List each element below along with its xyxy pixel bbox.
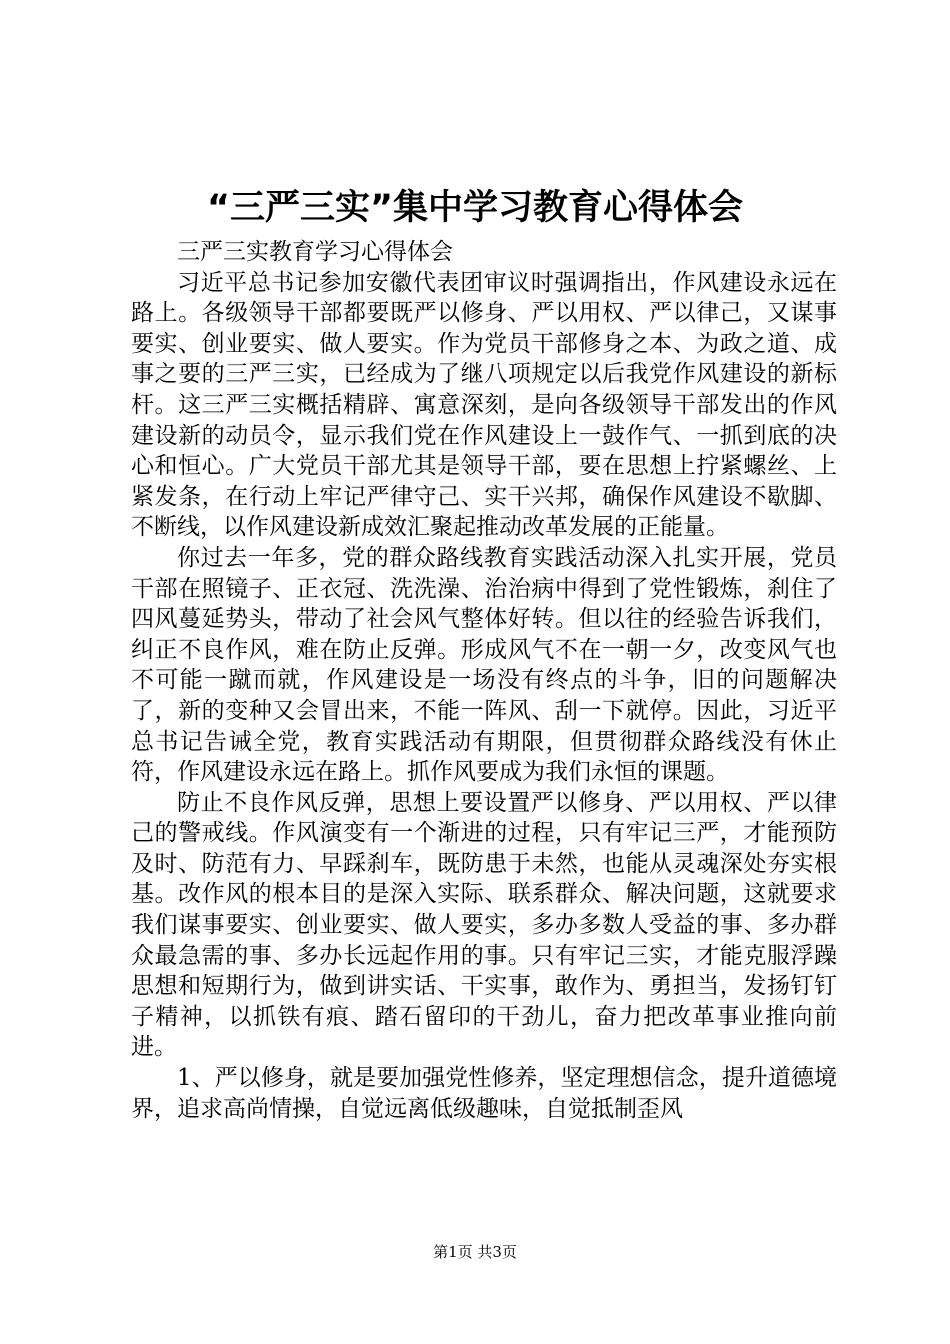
document-body <box>131 237 837 1124</box>
body-paragraph: 1、严以修身，就是要加强党性修养，坚定理想信念，提升道德境界，追求高尚情操，自觉远离低级趣味，自觉抵制歪风 <box>131 1065 837 1122</box>
subtitle-paragraph: 三严三实教育学习心得体会 <box>177 239 453 265</box>
body-paragraph: 习近平总书记参加安徽代表团审议时强调指出，作风建设永远在路上。各级领导干部都要既严以修身、严以用权、严以律己，又谋事要实、创业要实、做人要实。作为党员干部修身之本、为政之道、成事之要的三严三实，已经成为了继八项规定以后我党作风建设的新标杆。这三严三实概括精辟、寓意深刻，是向各级领导干部发出的作风建设新的动员令，显示我们党在作风建设上一鼓作气、一抓到底的决心和恒心。广大党员干部尤其是领导干部，要在思想上拧紧螺丝、上紧发条，在行动上牢记严律守己、实干兴邦，确保作风建设不歇脚、不断线，以作风建设新成效汇聚起推动改革发展的正能量。 <box>131 269 837 541</box>
page-footer: 第1页 共3页 <box>433 1243 517 1261</box>
body-paragraph: 你过去一年多，党的群众路线教育实践活动深入扎实开展，党员干部在照镜子、正衣冠、洗洗澡、治治病中得到了党性锻炼，刹住了四风蔓延势头，带动了社会风气整体好转。但以往的经验告诉我们，纠正不良作风，难在防止反弹。形成风气不在一朝一夕，改变风气也不可能一蹴而就，作风建设是一场没有终点的斗争，旧的问题解决了，新的变种又会冒出来，不能一阵风、刮一下就停。因此，习近平总书记告诫全党，教育实践活动有期限，但贯彻群众路线没有休止符，作风建设永远在路上。抓作风要成为我们永恒的课题。 <box>131 544 837 786</box>
document-title: “三严三实”集中学习教育心得体会 <box>206 188 743 228</box>
body-paragraph: 防止不良作风反弹，思想上要设置严以修身、严以用权、严以律己的警戒线。作风演变有一个渐进的过程，只有牢记三严，才能预防及时、防范有力、早踩刹车，既防患于未然，也能从灵魂深处夯实根基。改作风的根本目的是深入实际、联系群众、解决问题，这就要求我们谋事要实、创业要实、做人要实，多办多数人受益的事、多办群众最急需的事、多办长远起作用的事。只有牢记三实，才能克服浮躁思想和短期行为，做到讲实话、干实事，敢作为、勇担当，发扬钉钉子精神，以抓铁有痕、踏石留印的干劲儿，奋力把改革事业推向前进。 <box>131 789 837 1061</box>
